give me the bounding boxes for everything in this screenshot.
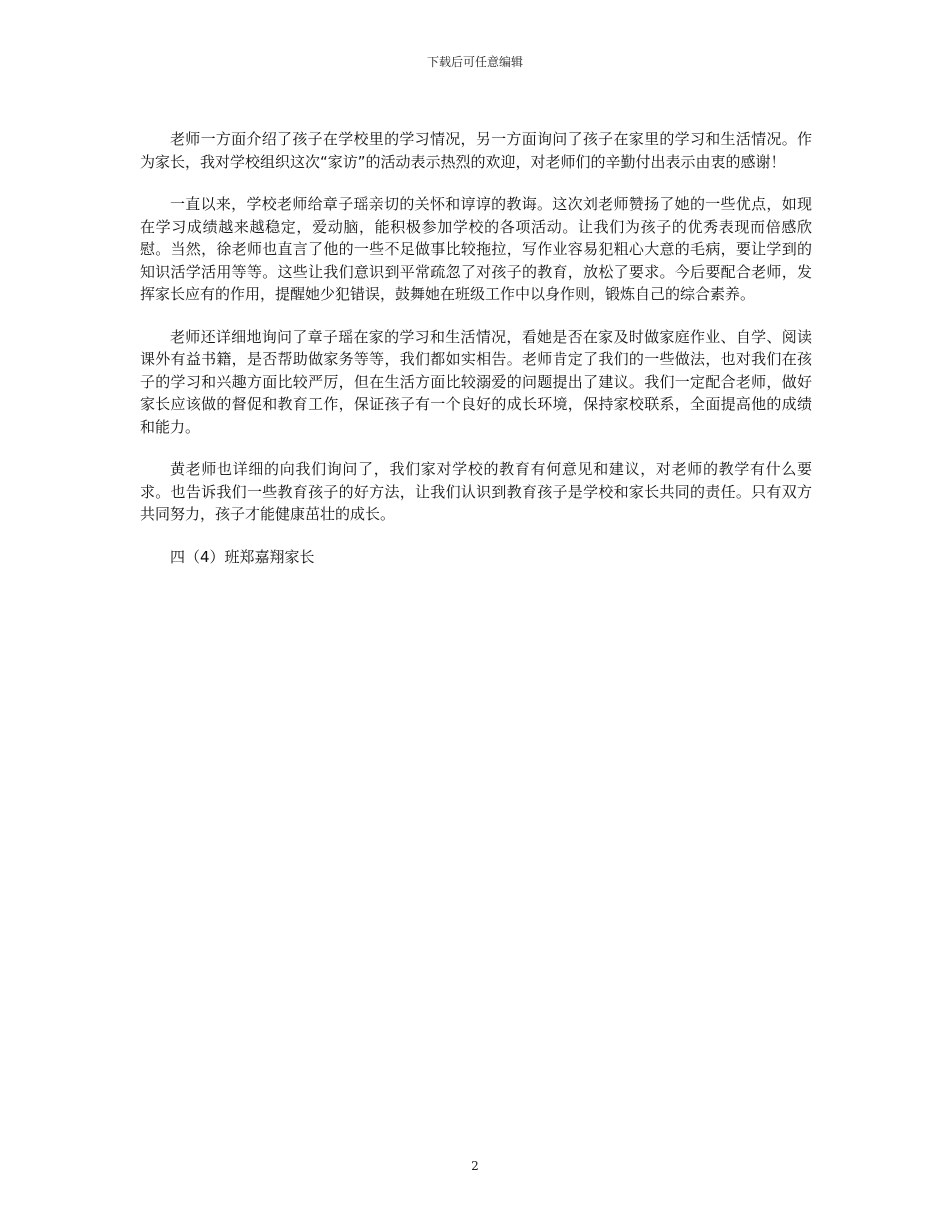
signature: 四（4）班郑嘉翔家长: [170, 547, 315, 566]
paragraph-3: 老师还详细地询问了章子瑶在家的学习和生活情况，看她是否在家及时做家庭作业、自学、阅读课外有益书籍，是否帮助做家务等等，我们都如实相告。老师肯定了我们的一些做法，也对我们在孩子的学习和兴趣方面比较严厉，但在生活方面比较溺爱的问题提出了建议。我们一定配合老师，做好家长应该做的督促和教育工作，保证孩子有一个良好的成长环境，保持家校联系，全面提高他的成绩和能力。: [140, 327, 812, 436]
paragraph-4: 黄老师也详细的向我们询问了，我们家对学校的教育有何意见和建议，对老师的教学有什么要求。也告诉我们一些教育孩子的好方法，让我们认识到教育孩子是学校和家长共同的责任。只有双方共同努力，孩子才能健康茁壮的成长。: [140, 460, 812, 523]
page-number: 2: [471, 1159, 479, 1173]
paragraph-1: 老师一方面介绍了孩子在学校里的学习情况，另一方面询问了孩子在家里的学习和生活情况。作为家长，我对学校组织这次“家访”的活动表示热烈的欢迎，对老师们的辛勤付出表示由衷的感谢！: [140, 130, 812, 171]
page-header: 下载后可任意编辑: [426, 55, 523, 69]
letter-body: [140, 128, 812, 568]
paragraph-2: 一直以来，学校老师给章子瑶亲切的关怀和谆谆的教诲。这次刘老师赞扬了她的一些优点，如现在学习成绩越来越稳定，爱动脑，能积极参加学校的各项活动。让我们为孩子的优秀表现而倍感欣慰。当然，徐老师也直言了他的一些不足做事比较拖拉，写作业容易犯粗心大意的毛病，要让学到的知识活学活用等等。这些让我们意识到平常疏忽了对孩子的教育，放松了要求。今后要配合老师，发挥家长应有的作用，提醒她少犯错误，鼓舞她在班级工作中以身作则，锻炼自己的综合素养。: [140, 195, 812, 303]
